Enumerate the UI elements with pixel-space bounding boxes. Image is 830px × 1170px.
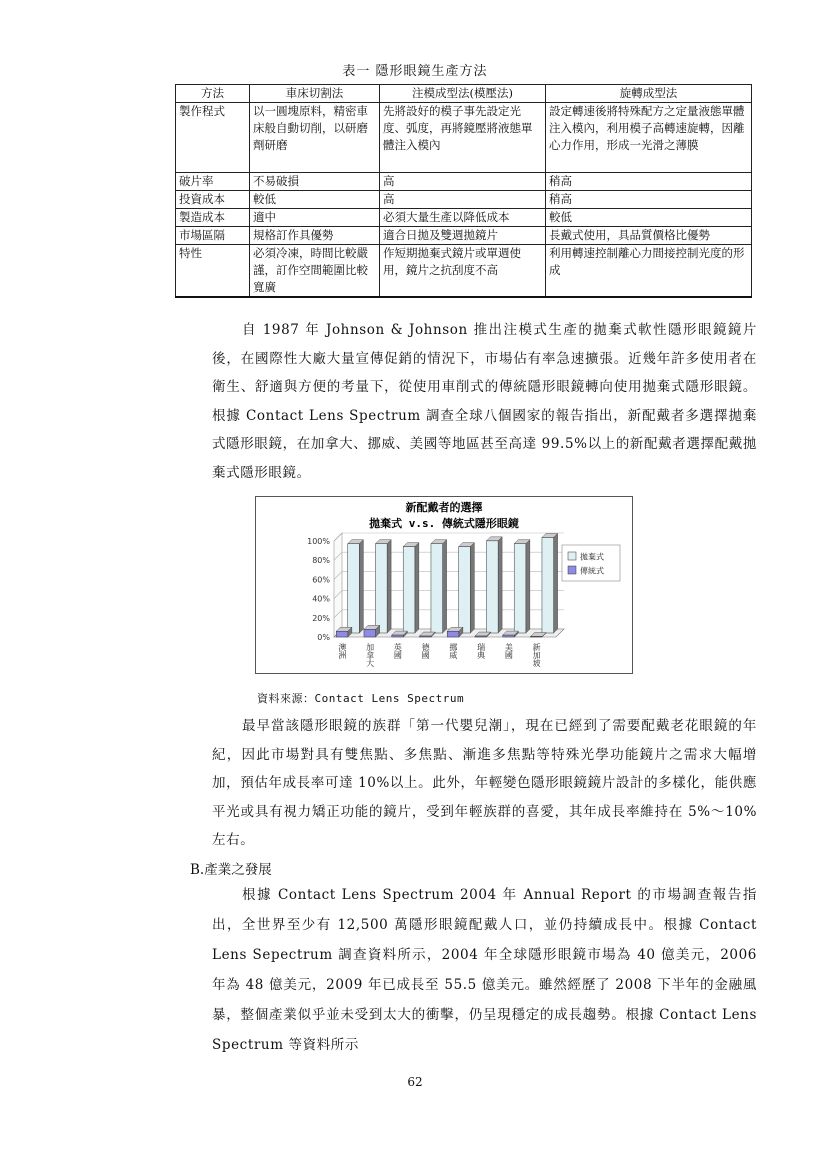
y-tick-label: 80% <box>312 556 330 566</box>
table-cell: 稍高 <box>546 191 752 209</box>
bar-disposable-side <box>470 543 474 633</box>
table-cell: 設定轉速後將特殊配方之定量液態單體注入模內，利用模子高轉速旋轉，因離心力作用，形成一光滑之薄膜 <box>546 103 752 173</box>
paragraph-multifocal-demand: 最早當該隱形眼鏡的族群「第一代嬰兒潮」，現在已經到了需要配戴老花眼鏡的年紀，因此市場對具有雙焦點、多焦點、漸進多焦點等特殊光學功能鏡片之需求大幅增加，預估年成長率可達 10%以上。此外，年輕變色隱形眼鏡鏡片設計的多樣化，能供應平光或具有視力矯正功能的鏡片，受到年輕族群的喜愛，其年成長率維持在 5%～10%左右。 <box>212 718 757 848</box>
table-header-cell: 方法 <box>176 85 250 103</box>
bar-disposable <box>403 547 415 633</box>
legend-label: 傳統式 <box>580 566 604 576</box>
bar-disposable-side <box>359 540 363 633</box>
table-cell: 適中 <box>250 209 380 227</box>
table-cell: 高 <box>380 173 546 191</box>
table-cell: 適合日拋及雙週拋鏡片 <box>380 227 546 245</box>
table-cell: 較低 <box>250 191 380 209</box>
table-cell: 特性 <box>176 245 250 298</box>
section-heading: B.產業之發展 <box>190 862 272 878</box>
y-tick-label: 40% <box>312 594 330 604</box>
table-cell: 高 <box>380 191 546 209</box>
table-header-cell: 注模成型法(模壓法) <box>380 85 546 103</box>
legend-swatch <box>568 566 576 574</box>
bar-disposable <box>459 547 471 633</box>
table-cell: 規格訂作具優勢 <box>250 227 380 245</box>
bar-disposable-side <box>554 533 558 633</box>
table-row <box>176 209 752 227</box>
bar-traditional <box>475 636 487 637</box>
chart-subtitle: 拋棄式 v.s. 傳統式隱形眼鏡 <box>369 517 519 530</box>
chart-bars <box>336 533 557 637</box>
table-cell: 必須大量生產以降低成本 <box>380 209 546 227</box>
production-methods-table <box>175 84 752 298</box>
table-row <box>176 191 752 209</box>
legend-box <box>562 545 620 581</box>
x-tick-label: 美國 <box>504 643 514 659</box>
bar-traditional <box>364 629 376 637</box>
table-cell: 破片率 <box>176 173 250 191</box>
table-header-cell: 旋轉成型法 <box>546 85 752 103</box>
paragraph-industry-development: 根據 Contact Lens Spectrum 2004 年 Annual Report 的市場調查報告指出，全世界至少有 12,500 萬隱形眼鏡配戴人口，並仍持續成長中。根據 Contact Lens Sepectrum 調查資料所示，2004 年全球隱形眼鏡市場為 40 億美元，2006 年為 48 億美元，2009 年已成長至 55.5 億美元。雖然經歷了 2008 下半年的金融風暴，整個產業似乎並未受到太大的衝擊，仍呈現穩定的成長趨勢。根據 Contact Lens Spectrum 等資料所示 <box>212 887 757 1053</box>
bar-disposable <box>348 544 360 633</box>
bar-disposable-side <box>443 540 447 633</box>
legend-label: 拋棄式 <box>580 552 604 562</box>
table-cell: 利用轉速控制離心力間接控制光度的形成 <box>546 245 752 298</box>
bar-chart <box>256 497 632 673</box>
table-cell: 不易破損 <box>250 173 380 191</box>
legend-swatch <box>568 552 576 560</box>
table-cell: 市場區隔 <box>176 227 250 245</box>
table-cell: 先將設好的模子事先設定光度、弧度，再將鏡壓將液態單體注入模內 <box>380 103 546 173</box>
bar-disposable <box>542 537 554 633</box>
y-tick-label: 100% <box>307 537 330 546</box>
table-cell: 較低 <box>546 209 752 227</box>
bar-disposable-side <box>526 540 530 633</box>
chart-container <box>255 496 633 674</box>
x-tick-label: 德國 <box>421 643 431 659</box>
bar-disposable-side <box>387 540 391 633</box>
table-header-cell: 車床切割法 <box>250 85 380 103</box>
x-tick-label: 澳洲 <box>337 643 347 659</box>
chart-title: 新配戴者的選擇 <box>405 501 483 514</box>
bar-traditional <box>392 635 404 637</box>
table-caption: 表一 隱形眼鏡生產方法 <box>342 64 488 79</box>
table-cell: 作短期拋棄式鏡片或單週使用，鏡片之抗刮度不高 <box>380 245 546 298</box>
x-tick-label: 挪威 <box>448 643 458 659</box>
x-tick-label: 新加坡 <box>532 643 542 667</box>
chart-side-wall <box>334 533 342 637</box>
x-tick-label: 瑞典 <box>476 643 486 659</box>
y-tick-label: 20% <box>312 613 330 623</box>
chart-source: 資料來源：Contact Lens Spectrum <box>257 692 465 705</box>
bar-traditional <box>419 636 431 637</box>
bar-traditional <box>447 631 459 637</box>
table-cell: 製造成本 <box>176 209 250 227</box>
table-row <box>176 245 752 298</box>
table-row <box>176 173 752 191</box>
page-number: 62 <box>407 1075 423 1089</box>
paragraph-disposable-lens-history: 自 1987 年 Johnson & Johnson 推出注模式生產的拋棄式軟性隱形眼鏡鏡片後，在國際性大廠大量宣傳促銷的情況下，市場佔有率急速擴張。近幾年許多使用者在衛生、舒適與方便的考量下，從使用車削式的傳統隱形眼鏡轉向使用拋棄式隱形眼鏡。根據 Contact Lens Spectrum 調查全球八個國家的報告指出，新配戴者多選擇拋棄式隱形眼鏡，在加拿大、挪威、美國等地區甚至高達 99.5%以上的新配戴者選擇配戴拋棄式隱形眼鏡。 <box>212 322 757 481</box>
table-cell: 投資成本 <box>176 191 250 209</box>
table-cell: 稍高 <box>546 173 752 191</box>
bar-disposable-side <box>415 543 419 633</box>
bar-disposable-side <box>498 537 502 633</box>
bar-traditional <box>336 631 348 637</box>
y-tick-label: 0% <box>317 633 330 642</box>
y-tick-label: 60% <box>312 575 330 585</box>
x-tick-label: 英國 <box>393 643 403 659</box>
table-cell: 必須冷凍，時間比較嚴謹，訂作空間範圍比較寬廣 <box>250 245 380 298</box>
bar-disposable <box>486 541 498 633</box>
table-row <box>176 227 752 245</box>
bar-traditional <box>503 635 515 637</box>
table-cell: 製作程式 <box>176 103 250 173</box>
bar-disposable <box>514 544 526 633</box>
table-row <box>176 103 752 173</box>
bar-disposable <box>431 544 443 633</box>
table-cell: 長戴式使用，具品質價格比優勢 <box>546 227 752 245</box>
table-cell: 以一圓塊原料，精密車床般自動切削，以研磨劑研磨 <box>250 103 380 173</box>
bar-traditional <box>530 637 542 638</box>
chart-legend <box>562 545 620 581</box>
table-header-row <box>176 85 752 103</box>
bar-disposable <box>375 544 387 633</box>
x-tick-label: 加拿大 <box>365 643 375 667</box>
